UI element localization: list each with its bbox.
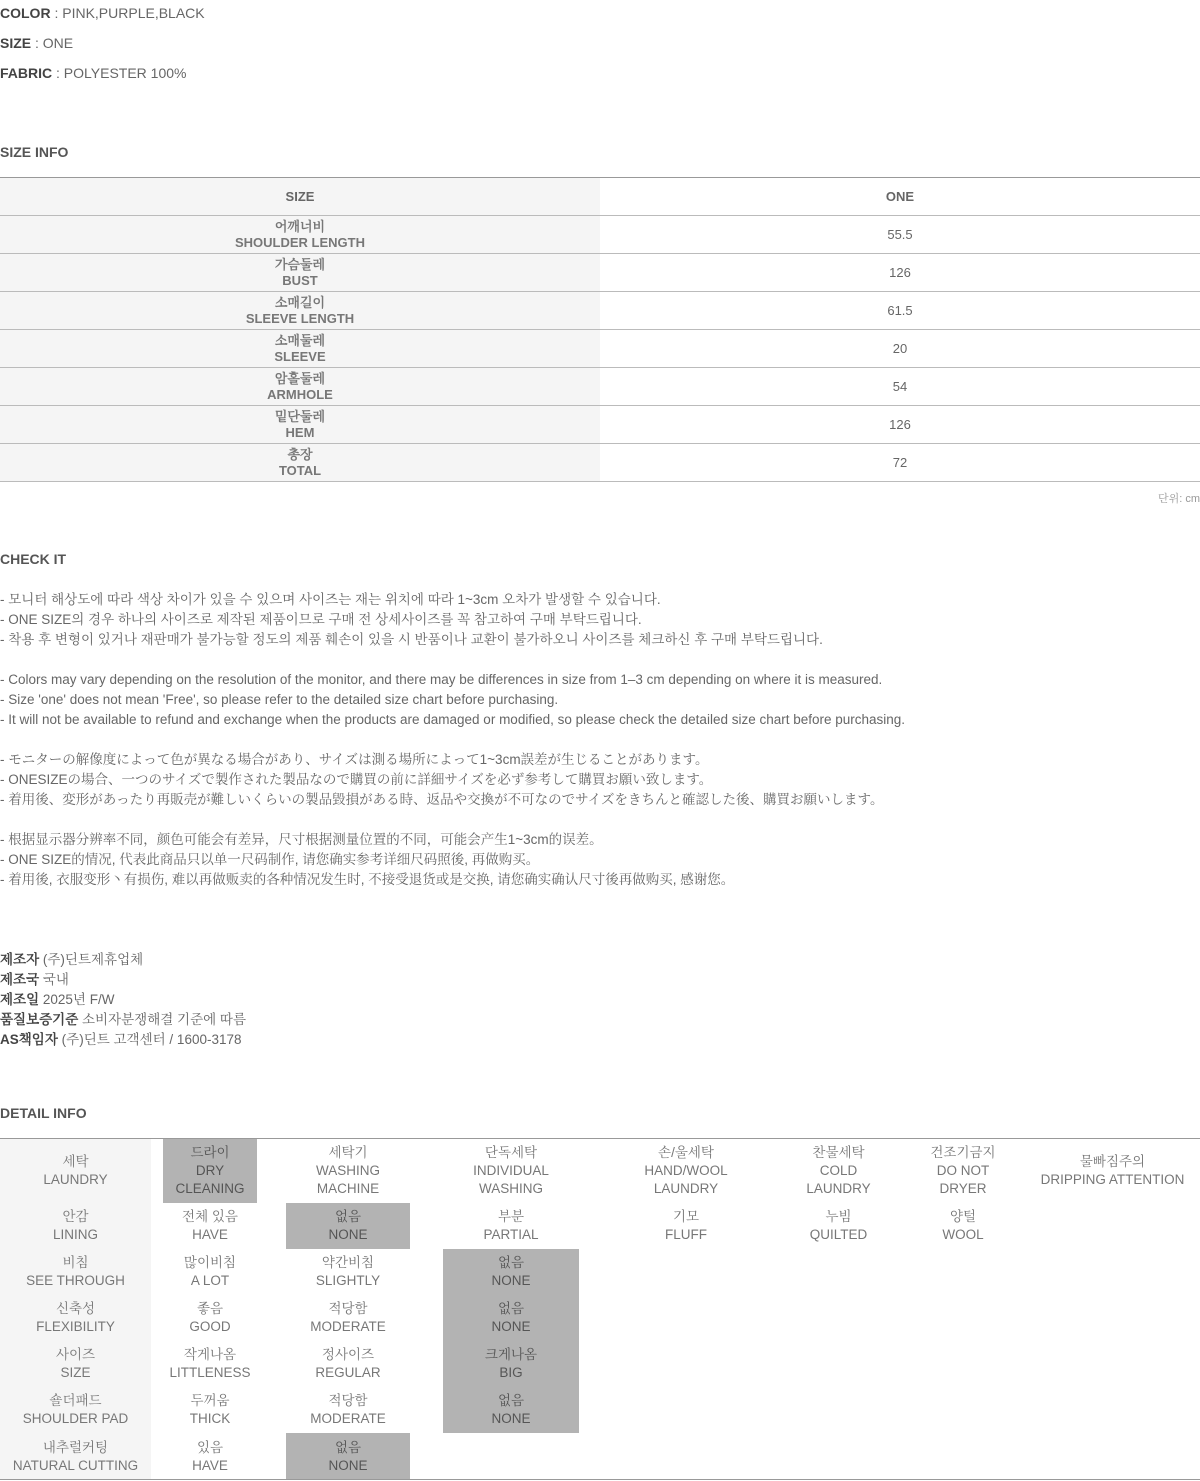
detail-option [163, 1387, 257, 1433]
size-header-value: ONE [600, 178, 1200, 216]
detail-option-text: 약간비침 [321, 1255, 375, 1270]
measure-ko: 암홀둘레 [274, 370, 326, 386]
detail-option [443, 1249, 579, 1295]
detail-option-text: 적당함 [328, 1301, 368, 1316]
detail-option [787, 1203, 890, 1249]
spec-value: : POLYESTER 100% [56, 65, 187, 81]
detail-row-header-text: LINING [52, 1227, 98, 1242]
detail-option-text: HAVE [192, 1227, 228, 1242]
measure-en: SLEEVE LENGTH [245, 310, 355, 326]
detail-option-text: 건조기금지 [930, 1145, 996, 1160]
measure-label [0, 216, 600, 254]
measure-ko: 소매둘레 [274, 332, 326, 348]
detail-option-text: MODERATE [310, 1319, 386, 1334]
detail-option-text: MODERATE [310, 1411, 386, 1426]
detail-row-header-text: SIZE [60, 1365, 91, 1380]
detail-option [286, 1341, 410, 1387]
detail-option-text: 부분 [497, 1209, 525, 1224]
table-row [0, 444, 1200, 482]
info-value: 2025년 F/W [42, 992, 115, 1007]
spec-label: COLOR [0, 5, 51, 21]
detail-row-header [0, 1433, 151, 1480]
unit-note: 단위: cm [1157, 493, 1200, 505]
note-line: - 모니터 해상도에 따라 색상 차이가 있을 수 있으며 사이즈는 재는 위치에 따라 1~3cm 오차가 발생할 수 있습니다. [0, 592, 661, 607]
measure-value: 72 [600, 444, 1200, 482]
measure-label [0, 406, 600, 444]
info-line [0, 970, 246, 990]
detail-option-text: 정사이즈 [321, 1347, 375, 1362]
measure-value: 20 [600, 330, 1200, 368]
detail-option-text: THICK [189, 1411, 231, 1426]
detail-row-header [0, 1387, 151, 1433]
size-info-title: SIZE INFO [0, 144, 69, 160]
detail-row-header-text: LAUNDRY [43, 1172, 108, 1187]
spec-fabric [0, 65, 186, 81]
detail-option-text: 없음 [497, 1255, 525, 1270]
table-row [0, 330, 1200, 368]
detail-grid [0, 1138, 1200, 1481]
detail-option-text: 손/울세탁 [658, 1145, 714, 1160]
detail-option-text: 드라이 [190, 1145, 230, 1160]
measure-value: 126 [600, 254, 1200, 292]
note-line: - Colors may vary depending on the resolution of the monitor, and there may be differences in size from 1–3 cm depending on where it is measured. [0, 672, 883, 687]
detail-option-text: 크게나옴 [484, 1347, 538, 1362]
detail-row-header [0, 1249, 151, 1295]
detail-option-text: NONE [491, 1411, 531, 1426]
table-row [0, 368, 1200, 406]
measure-value: 54 [600, 368, 1200, 406]
detail-option-text: NONE [328, 1227, 368, 1242]
spec-label: SIZE [0, 35, 32, 51]
measure-value: 126 [600, 406, 1200, 444]
measure-ko: 밑단둘레 [274, 408, 326, 424]
detail-option-text: LITTLENESS [169, 1365, 251, 1380]
detail-option [613, 1139, 759, 1203]
measure-label [0, 330, 600, 368]
detail-option-text: 없음 [497, 1393, 525, 1408]
detail-row-header-text: NATURAL CUTTING [12, 1457, 139, 1473]
measure-label [0, 368, 600, 406]
detail-row-header [0, 1341, 151, 1387]
detail-option-text: 좋음 [196, 1301, 224, 1316]
spec-value: : ONE [35, 35, 74, 51]
measure-en: ARMHOLE [267, 386, 333, 402]
spec-value: : PINK,PURPLE,BLACK [54, 5, 205, 21]
detail-row-header-text: 신축성 [55, 1301, 96, 1316]
note-line: - 着用後、変形があったり再販売が難しいくらいの製品毀損がある時、返品や交換が不可なのでサイズをきちんと確認した後、購買お願いします。 [0, 792, 884, 807]
spec-label: FABRIC [0, 65, 53, 81]
detail-option-text: 작게나옴 [183, 1347, 237, 1362]
detail-option [1040, 1139, 1185, 1203]
detail-option-text: 없음 [497, 1301, 525, 1316]
note-line: - モニターの解像度によって色が異なる場合があり、サイズは測る場所によって1~3cm誤差が生じることがあります。 [0, 752, 709, 767]
size-table [0, 177, 1200, 482]
detail-option-text: 누빔 [825, 1209, 852, 1224]
info-line [0, 1010, 246, 1030]
detail-option [443, 1295, 579, 1341]
detail-option-text: 많이비침 [183, 1255, 237, 1270]
detail-option-text: WOOL [942, 1227, 984, 1242]
detail-option-text: QUILTED [809, 1227, 868, 1242]
info-value: 소비자분쟁해결 기준에 따름 [82, 1012, 247, 1027]
measure-en: BUST [282, 272, 318, 288]
detail-option-text: 전체 있음 [182, 1209, 238, 1224]
detail-row-header-text: SEE THROUGH [26, 1273, 125, 1288]
measure-label [0, 292, 600, 330]
detail-row-header-text: 안감 [62, 1209, 89, 1224]
detail-option-text: 단독세탁 [484, 1145, 538, 1160]
detail-option [286, 1249, 410, 1295]
measure-label [0, 254, 600, 292]
detail-option-text: 양털 [949, 1209, 977, 1224]
note-line: - ONE SIZE의 경우 하나의 사이즈로 제작된 제품이므로 구매 전 상세사이즈를 꼭 참고하여 구매 부탁드립니다. [0, 612, 642, 627]
detail-option [443, 1139, 579, 1203]
detail-row-header-text: 사이즈 [55, 1347, 96, 1362]
info-line [0, 990, 246, 1010]
measure-en: SLEEVE [274, 348, 326, 364]
info-label: 제조국 [0, 972, 40, 987]
spec-size [0, 35, 73, 51]
detail-option-text: HAVE [192, 1457, 228, 1473]
detail-option [787, 1139, 890, 1203]
table-row [0, 406, 1200, 444]
measure-en: TOTAL [278, 462, 322, 478]
measure-label [0, 444, 600, 482]
detail-option [443, 1341, 579, 1387]
detail-option-text: DRIPPING ATTENTION [1040, 1172, 1185, 1187]
note-line: - Size 'one' does not mean 'Free', so please refer to the detailed size chart before purchasing. [0, 692, 559, 707]
detail-option [286, 1139, 410, 1203]
detail-option-text: 있음 [196, 1439, 224, 1455]
detail-option-text: REGULAR [315, 1365, 381, 1380]
detail-option-text: 세탁기 [328, 1145, 368, 1160]
note-line: - It will not be available to refund and exchange when the products are damaged or modified, so please check the detailed size chart before purchasing. [0, 712, 906, 727]
detail-option-text: 찬물세탁 [812, 1145, 865, 1160]
detail-option-text: SLIGHTLY [315, 1273, 381, 1288]
detail-option-text: DO NOT DRYER [936, 1163, 990, 1196]
info-value: (주)딘트제휴업체 [42, 952, 144, 967]
detail-option-text: 기모 [672, 1209, 700, 1224]
check-it-notes [0, 590, 905, 890]
detail-option-text: FLUFF [665, 1227, 707, 1242]
note-line: - ONESIZEの場合、一つのサイズで製作された製品なので購買の前に詳細サイズを必ず参考して購買お願い致します。 [0, 772, 713, 787]
info-label: AS책임자 [0, 1032, 58, 1047]
detail-option [286, 1433, 410, 1480]
detail-option-text: WASHING MACHINE [316, 1163, 380, 1196]
table-row [0, 216, 1200, 254]
detail-row-header-text: 숄더패드 [49, 1393, 102, 1408]
detail-row-header-text: 내추럴커팅 [42, 1439, 109, 1455]
detail-option [286, 1387, 410, 1433]
detail-row-header-text: 비침 [62, 1255, 89, 1270]
detail-option-text: NONE [328, 1457, 368, 1473]
detail-option-text: NONE [491, 1319, 531, 1334]
detail-option [163, 1433, 257, 1480]
detail-row-header-text: 세탁 [62, 1154, 89, 1169]
info-value: (주)딘트 고객센터 / 1600-3178 [61, 1032, 242, 1047]
detail-row-header-text: SHOULDER PAD [22, 1411, 129, 1426]
detail-option-text: COLD LAUNDRY [806, 1163, 871, 1196]
size-header-label: SIZE [0, 178, 600, 216]
measure-ko: 총장 [287, 446, 313, 462]
detail-option-text: INDIVIDUAL WASHING [473, 1163, 549, 1196]
spec-color [0, 5, 205, 21]
detail-option-text: 없음 [334, 1439, 362, 1455]
note-line: - 根据显示器分辨率不同，颜色可能会有差异，尺寸根据测量位置的不同，可能会产生1~3cm的误差。 [0, 832, 603, 847]
table-row [0, 254, 1200, 292]
detail-row-header-text: FLEXIBILITY [36, 1319, 115, 1334]
detail-info-title: DETAIL INFO [0, 1105, 87, 1121]
detail-option [913, 1203, 1013, 1249]
detail-row-header [0, 1139, 151, 1203]
detail-option [286, 1203, 410, 1249]
info-label: 제조자 [0, 952, 40, 967]
detail-option-text: DRY [195, 1163, 225, 1178]
measure-value: 61.5 [600, 292, 1200, 330]
table-row [0, 292, 1200, 330]
detail-option-text: PARTIAL [483, 1227, 539, 1242]
detail-option [286, 1295, 410, 1341]
detail-option-text: 두꺼움 [190, 1393, 230, 1408]
detail-option-text: BIG [499, 1365, 523, 1380]
note-line: - 着用後, 衣服变形丶有损伤, 难以再做贩卖的各种情况发生时, 不接受退货或是交换, 请您确实确认尺寸後再做购买, 感谢您。 [0, 872, 735, 887]
detail-row-header [0, 1203, 151, 1249]
detail-option [163, 1249, 257, 1295]
info-value: 국내 [42, 972, 69, 987]
measure-ko: 소매길이 [274, 294, 326, 310]
note-line: - 착용 후 변형이 있거나 재판매가 불가능할 정도의 제품 훼손이 있을 시 반품이나 교환이 불가하오니 사이즈를 체크하신 후 구매 부탁드립니다. [0, 632, 823, 647]
detail-option [443, 1387, 579, 1433]
note-line: - ONE SIZE的情况, 代表此商品只以单一尺码制作, 请您确实参考详细尺码照後, 再做购买。 [0, 852, 540, 867]
measure-ko: 가슴둘레 [274, 256, 326, 272]
detail-option-text: NONE [491, 1273, 531, 1288]
detail-option [163, 1295, 257, 1341]
detail-option-text: CLEANING [175, 1181, 245, 1196]
detail-option [913, 1139, 1013, 1203]
measure-en: HEM [285, 424, 315, 440]
detail-option-text: 적당함 [328, 1393, 368, 1408]
detail-option-text: HAND/WOOL LAUNDRY [644, 1163, 728, 1196]
info-line [0, 1030, 246, 1050]
measure-en: SHOULDER LENGTH [235, 234, 365, 250]
product-info [0, 950, 246, 1050]
detail-option [613, 1203, 759, 1249]
detail-option [163, 1139, 257, 1203]
check-it-title: CHECK IT [0, 551, 67, 567]
detail-option [443, 1203, 579, 1249]
measure-value: 55.5 [600, 216, 1200, 254]
info-label: 품질보증기준 [0, 1012, 79, 1027]
size-table-header [0, 178, 1200, 216]
detail-option-text: 물빠짐주의 [1079, 1154, 1146, 1169]
detail-option [163, 1341, 257, 1387]
detail-option-text: 없음 [334, 1209, 362, 1224]
detail-option-text: A LOT [190, 1273, 230, 1288]
info-label: 제조일 [0, 992, 40, 1007]
detail-option-text: GOOD [189, 1319, 231, 1334]
detail-option [163, 1203, 257, 1249]
detail-row-header [0, 1295, 151, 1341]
measure-ko: 어깨너비 [274, 218, 326, 234]
info-line [0, 950, 246, 970]
